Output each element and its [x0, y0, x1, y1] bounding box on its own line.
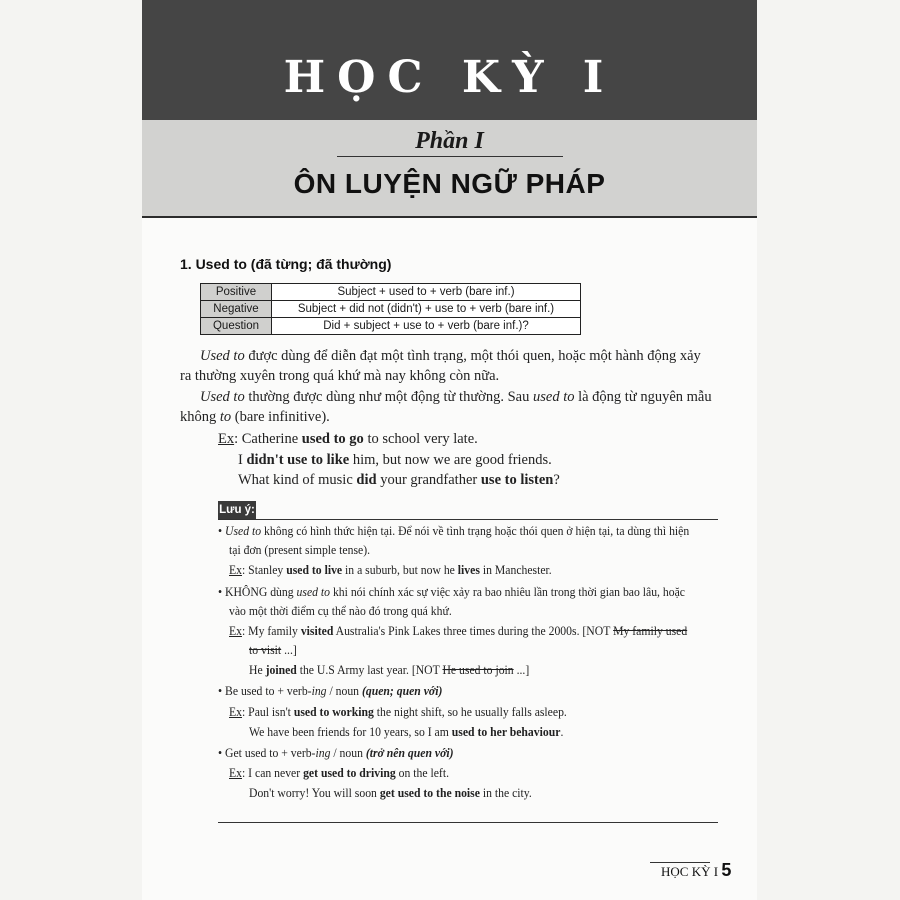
grammar-forms-table	[200, 283, 581, 335]
paragraph-form	[180, 387, 720, 427]
note-example: Ex: I can never get used to driving on the left.	[229, 765, 450, 780]
text: là động từ nguyên mẫu	[574, 389, 712, 405]
note-bullet: • Get used to + verb-ing / noun (trở nên quen với)	[218, 745, 454, 760]
example-line: Ex: Catherine used to go to school very late.	[218, 431, 478, 447]
note-example: to visit ...]	[249, 642, 297, 657]
note-example: We have been friends for 10 years, so I am used to her behaviour.	[249, 724, 564, 739]
note-example: Ex: Stanley used to live in a suburb, but now he lives in Manchester.	[229, 562, 552, 577]
example-line: I didn't use to like him, but now we are good friends.	[238, 452, 552, 468]
note-bullet: • KHÔNG dùng used to khi nói chính xác sự việc xảy ra bao nhiêu lần trong thời gian bao lâu, hoặc	[218, 584, 686, 599]
table-row	[201, 301, 581, 318]
part-subtitle: ÔN LUYỆN NGỮ PHÁP	[293, 168, 606, 199]
form-label: Question	[201, 318, 272, 335]
text: ra thường xuyên trong quá khứ mà nay không còn nữa.	[180, 368, 500, 384]
page-footer	[661, 860, 731, 881]
note-text: tại đơn (present simple tense).	[229, 542, 371, 557]
note-example: Ex: My family visited Australia's Pink Lakes three times during the 2000s. [NOT My family used	[229, 623, 688, 638]
term: to	[219, 409, 232, 425]
text: (bare infinitive).	[231, 409, 330, 425]
bullet-icon: •	[218, 584, 226, 599]
note-example: He joined the U.S Army last year. [NOT He used to join ...]	[249, 662, 530, 677]
form-value: Subject + did not (didn't) + use to + verb (bare inf.)	[272, 301, 581, 318]
note-bullet: • Used to không có hình thức hiện tại. Để nói về tình trạng hoặc thói quen ở hiện tại, ta dùng thì hiện	[218, 523, 690, 538]
left-margin	[0, 0, 142, 900]
text: thường được dùng như một động từ thường. Sau	[244, 389, 533, 405]
note-tag: Lưu ý:	[218, 501, 256, 519]
right-margin	[757, 0, 900, 900]
form-label: Positive	[201, 284, 272, 301]
table-row	[201, 284, 581, 301]
part-label: Phần I	[415, 128, 484, 154]
text: được dùng để diễn đạt một tình trạng, một thói quen, hoặc một hành động xảy	[244, 348, 701, 364]
section-title: 1. Used to (đã từng; đã thường)	[180, 256, 392, 272]
bullet-icon: •	[218, 745, 226, 760]
note-text: vào một thời điểm cụ thể nào đó trong quá khứ.	[229, 603, 452, 618]
example-line: What kind of music did your grandfather use to listen?	[238, 472, 560, 488]
footer-label: HỌC KỲ I	[661, 864, 719, 879]
term: used to	[532, 389, 575, 405]
note-bottom-rule	[218, 822, 718, 823]
part-divider	[337, 156, 563, 157]
term: Used to	[200, 389, 245, 405]
chapter-title: HỌC KỲ I	[283, 52, 616, 103]
ex-label: Ex	[218, 431, 235, 447]
note-bullet: • Be used to + verb-ing / noun (quen; quen với)	[218, 683, 443, 698]
text: không	[180, 409, 220, 425]
bullet-icon: •	[218, 523, 226, 538]
form-value: Subject + used to + verb (bare inf.)	[272, 284, 581, 301]
note-example: Ex: Paul isn't used to working the night shift, so he usually falls asleep.	[229, 704, 567, 719]
bullet-icon: •	[218, 683, 226, 698]
note-header-rule	[218, 501, 718, 520]
table-row	[201, 318, 581, 335]
form-value: Did + subject + use to + verb (bare inf.)?	[272, 318, 581, 335]
page-number: 5	[721, 860, 732, 880]
term: Used to	[200, 348, 245, 364]
paragraph-usage	[180, 346, 720, 386]
note-example: Don't worry! You will soon get used to the noise in the city.	[249, 785, 532, 800]
form-label: Negative	[201, 301, 272, 318]
